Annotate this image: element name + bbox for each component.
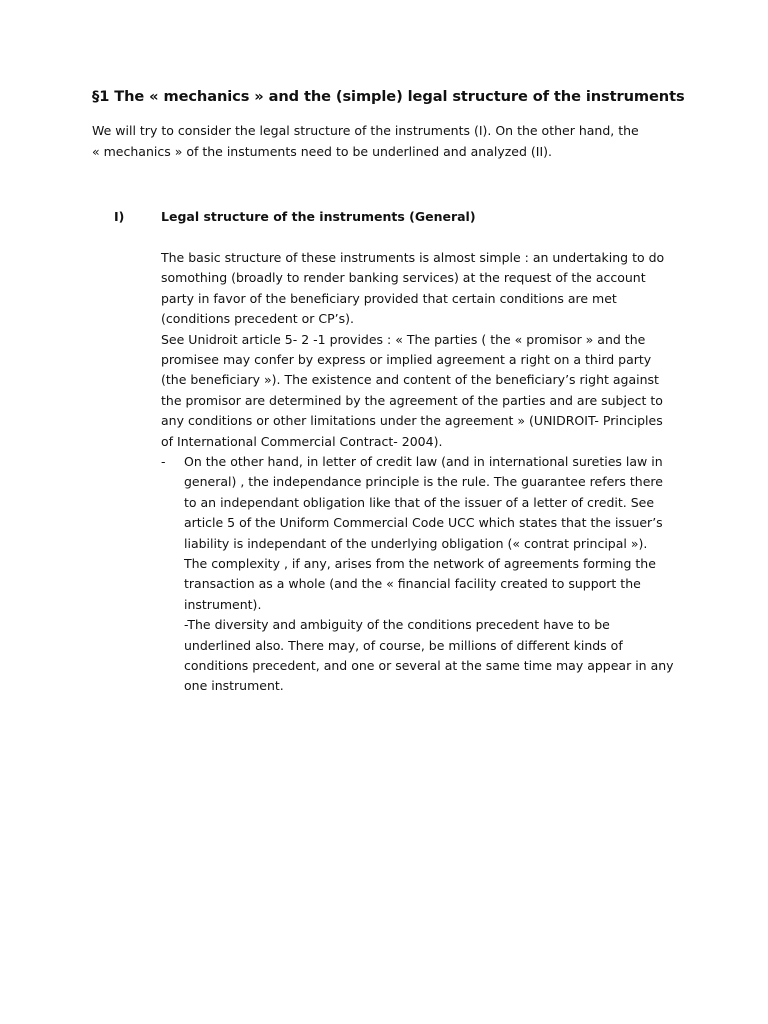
body-paragraph <box>161 248 701 452</box>
body-line: The basic structure of these instruments is almost simple : an undertaking to do <box>161 250 665 265</box>
body-line: party in favor of the beneficiary provided that certain conditions are met <box>161 290 617 306</box>
body-line: somothing (broadly to render banking services) at the request of the account <box>161 270 646 286</box>
dash-line: The complexity , if any, arises from the network of agreements forming the <box>184 556 656 572</box>
body-line: (conditions precedent or CP’s). <box>161 311 354 327</box>
intro-line: We will try to consider the legal structure of the instruments (I). On the other hand, the <box>92 123 639 138</box>
body-line: any conditions or other limitations under the agreement » (UNIDROIT- Principles <box>161 413 663 429</box>
section-title: Legal structure of the instruments (General) <box>161 209 476 224</box>
page-heading: §1 The « mechanics » and the (simple) legal structure of the instruments <box>92 88 685 105</box>
dash-bullet: - <box>161 454 166 469</box>
body-line: promisee may confer by express or implied agreement a right on a third party <box>161 352 652 368</box>
intro-line: « mechanics » of the instuments need to be underlined and analyzed (II). <box>92 143 553 159</box>
dash-line: general) , the independance principle is the rule. The guarantee refers there <box>184 474 663 490</box>
dash-line: transaction as a whole (and the « financial facility created to support the <box>184 576 641 592</box>
body-line: See Unidroit article 5- 2 -1 provides : « The parties ( the « promisor » and the <box>161 331 646 347</box>
dash-line: conditions precedent, and one or several at the same time may appear in any <box>184 658 674 674</box>
dash-line: one instrument. <box>184 678 284 694</box>
intro-paragraph <box>92 121 692 162</box>
dash-line: to an independant obligation like that of the issuer of a letter of credit. See <box>184 494 655 510</box>
dash-item-text <box>184 452 704 697</box>
dash-line: -The diversity and ambiguity of the conditions precedent have to be <box>184 617 610 633</box>
body-line: the promisor are determined by the agreement of the parties and are subject to <box>161 392 663 408</box>
dash-line: instrument). <box>184 596 262 612</box>
dash-line: liability is independant of the underlying obligation (« contrat principal »). <box>184 535 648 551</box>
dash-line: underlined also. There may, of course, be millions of different kinds of <box>184 637 623 653</box>
section-number: I) <box>114 209 125 224</box>
body-line: of International Commercial Contract- 2004). <box>161 433 443 449</box>
body-line: (the beneficiary »). The existence and content of the beneficiary’s right against <box>161 372 659 388</box>
dash-line: On the other hand, in letter of credit law (and in international sureties law in <box>184 454 663 469</box>
dash-line: article 5 of the Uniform Commercial Code UCC which states that the issuer’s <box>184 515 663 531</box>
